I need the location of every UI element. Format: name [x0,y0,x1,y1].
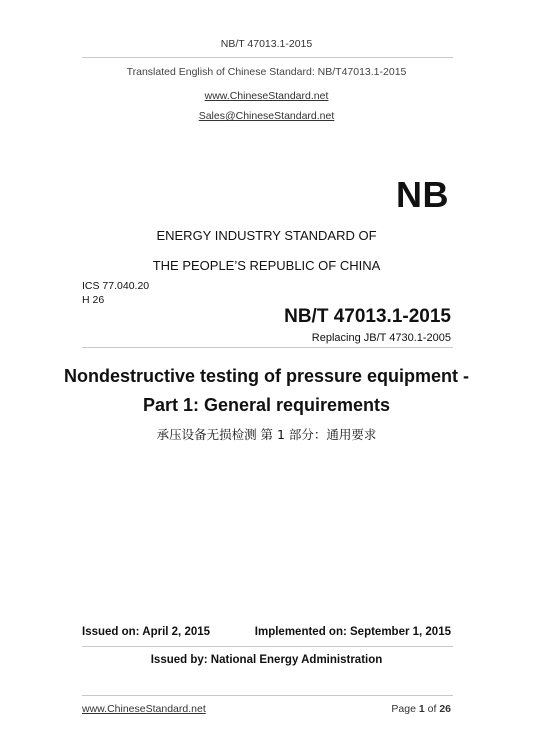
website-link[interactable]: www.ChineseStandard.net [204,90,329,102]
email-link[interactable]: Sales@ChineseStandard.net [198,110,335,122]
standard-divider [82,347,453,348]
footer-website-link-wrap [82,703,206,715]
email-link-wrap [0,106,533,124]
website-link-wrap [0,86,533,104]
standard-number: NB/T 47013.1-2015 [284,306,451,327]
header-divider [82,57,453,58]
page-total: 26 [439,703,451,715]
title-line-2: Part 1: General requirements [142,395,391,415]
implemented-date: Implemented on: September 1, 2015 [254,626,451,638]
page-prefix: Page [391,703,419,715]
classification-code: H 26 [82,294,105,306]
page-of: of [424,703,440,715]
running-header: NB/T 47013.1-2015 [220,38,313,50]
industry-line-1: ENERGY INDUSTRY STANDARD OF [156,228,377,243]
title-line-1: Nondestructive testing of pressure equipment - [63,366,470,386]
footer-divider [82,695,453,696]
page-current: 1 [418,703,425,715]
footer-website-link[interactable]: www.ChineseStandard.net [82,703,206,715]
translation-note: Translated English of Chinese Standard: NB/T47013.1-2015 [126,66,407,78]
industry-line-2: THE PEOPLE’S REPUBLIC OF CHINA [152,258,381,273]
page-indicator [391,703,451,715]
replacing-note: Replacing JB/T 4730.1-2005 [311,332,451,344]
dates-divider [82,646,453,647]
title-chinese: 承压设备无损检测 第 1 部分：通用要求 [156,427,377,442]
issued-date: Issued on: April 2, 2015 [82,626,211,638]
nb-logo-mark: NB [396,174,449,215]
ics-code: ICS 77.040.20 [82,280,150,292]
issuing-authority: Issued by: National Energy Administration [150,654,383,666]
